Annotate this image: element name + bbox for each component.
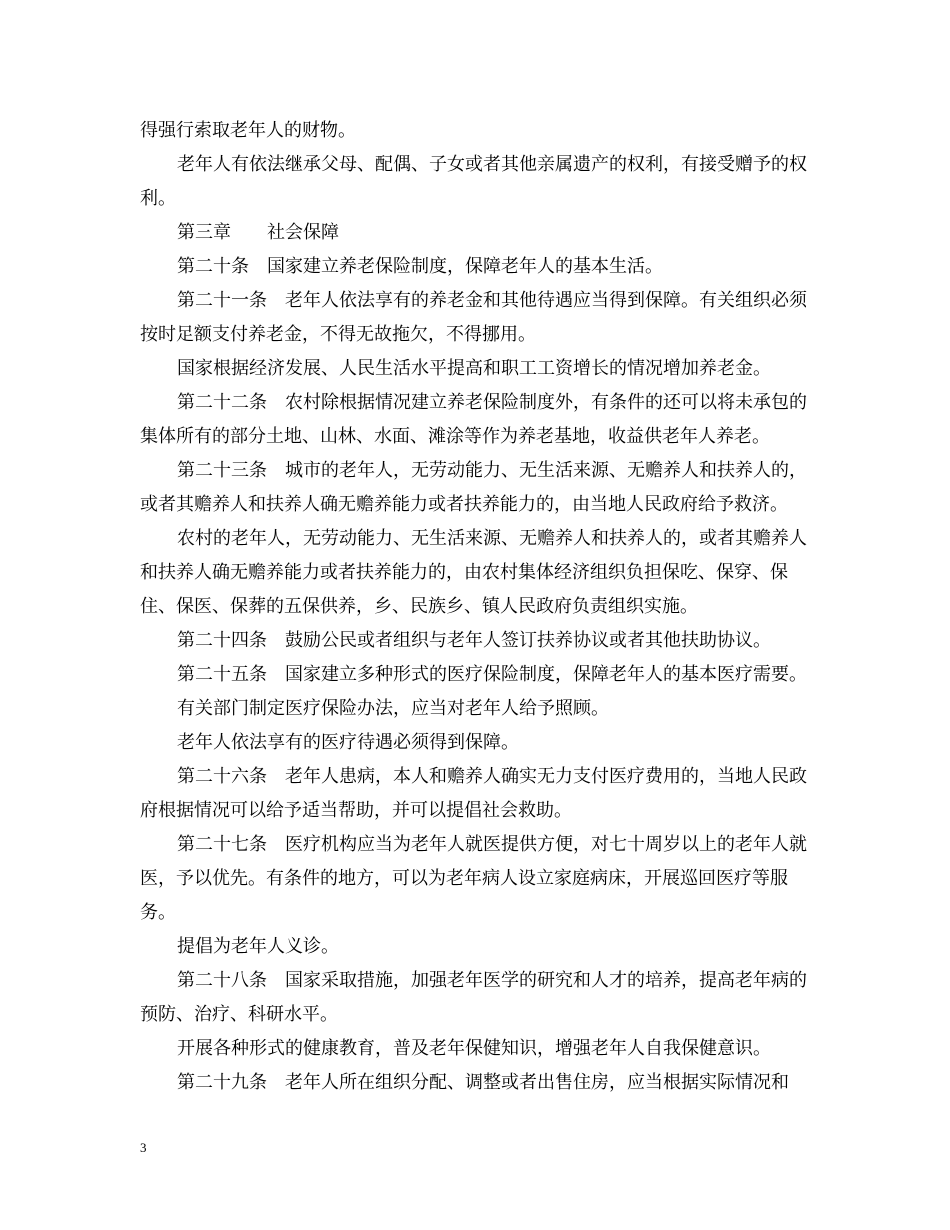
article-number: 第二十七条 xyxy=(177,834,267,855)
article xyxy=(140,964,820,1032)
paragraph: 得强行索取老年人的财物。 xyxy=(140,120,356,141)
paragraph: 有关部门制定医疗保险办法，应当对老年人给予照顾。 xyxy=(177,698,609,719)
article-text: 老年人患病，本人和赡养人确实无力支付医疗费用的，当地人民政府根据情况可以给予适当帮助，并可以提倡社会救助。 xyxy=(140,766,807,821)
article-text: 农村除根据情况建立养老保险制度外，有条件的还可以将未承包的集体所有的部分土地、山林、水面、滩涂等作为养老基地，收益供老年人养老。 xyxy=(140,392,807,447)
article-number: 第二十二条 xyxy=(177,392,267,413)
article xyxy=(140,284,820,352)
chapter-title: 社会保障 xyxy=(267,222,339,243)
article-text: 城市的老年人，无劳动能力、无生活来源、无赡养人和扶养人的，或者其赡养人和扶养人确无赡养能力或者扶养能力的，由当地人民政府给予救济。 xyxy=(140,460,807,515)
article xyxy=(140,386,820,454)
article-number: 第二十三条 xyxy=(177,460,267,481)
paragraph: 老年人有依法继承父母、配偶、子女或者其他亲属遗产的权利，有接受赠予的权利。 xyxy=(140,154,807,209)
article-number: 第二十六条 xyxy=(177,766,267,787)
article-text: 国家建立多种形式的医疗保险制度，保障老年人的基本医疗需要。 xyxy=(285,664,807,685)
article-number: 第二十九条 xyxy=(177,1072,267,1093)
article xyxy=(140,658,820,692)
article xyxy=(140,454,820,522)
article-number: 第二十五条 xyxy=(177,664,267,685)
article-text: 国家采取措施，加强老年医学的研究和人才的培养，提高老年病的预防、治疗、科研水平。 xyxy=(140,970,807,1025)
paragraph: 农村的老年人，无劳动能力、无生活来源、无赡养人和扶养人的，或者其赡养人和扶养人确无赡养能力或者扶养能力的，由农村集体经济组织负担保吃、保穿、保住、保医、保葬的五保供养，乡、民族乡、镇人民政府负责组织实施。 xyxy=(140,528,807,617)
paragraph: 提倡为老年人义诊。 xyxy=(177,936,339,957)
article xyxy=(140,1066,820,1100)
article-text: 国家建立养老保险制度，保障老年人的基本生活。 xyxy=(267,256,663,277)
paragraph: 开展各种形式的健康教育，普及老年保健知识，增强老年人自我保健意识。 xyxy=(177,1038,771,1059)
article xyxy=(140,250,820,284)
article-text: 鼓励公民或者组织与老年人签订扶养协议或者其他扶助协议。 xyxy=(285,630,771,651)
paragraph: 国家根据经济发展、人民生活水平提高和职工工资增长的情况增加养老金。 xyxy=(177,358,771,379)
page-number: 3 xyxy=(140,1140,147,1155)
article xyxy=(140,760,820,828)
chapter-number: 第三章 xyxy=(177,222,231,243)
document-body xyxy=(140,114,820,1100)
article-text: 医疗机构应当为老年人就医提供方便，对七十周岁以上的老年人就医，予以优先。有条件的地方，可以为老年病人设立家庭病床，开展巡回医疗等服务。 xyxy=(140,834,807,923)
article xyxy=(140,828,820,930)
article-number: 第二十八条 xyxy=(177,970,267,991)
article-text: 老年人依法享有的养老金和其他待遇应当得到保障。有关组织必须按时足额支付养老金，不得无故拖欠，不得挪用。 xyxy=(140,290,807,345)
paragraph: 老年人依法享有的医疗待遇必须得到保障。 xyxy=(177,732,519,753)
article xyxy=(140,624,820,658)
article-text: 老年人所在组织分配、调整或者出售住房，应当根据实际情况和 xyxy=(285,1072,789,1093)
chapter-heading xyxy=(140,216,820,250)
article-number: 第二十一条 xyxy=(177,290,267,311)
article-number: 第二十条 xyxy=(177,256,249,277)
article-number: 第二十四条 xyxy=(177,630,267,651)
